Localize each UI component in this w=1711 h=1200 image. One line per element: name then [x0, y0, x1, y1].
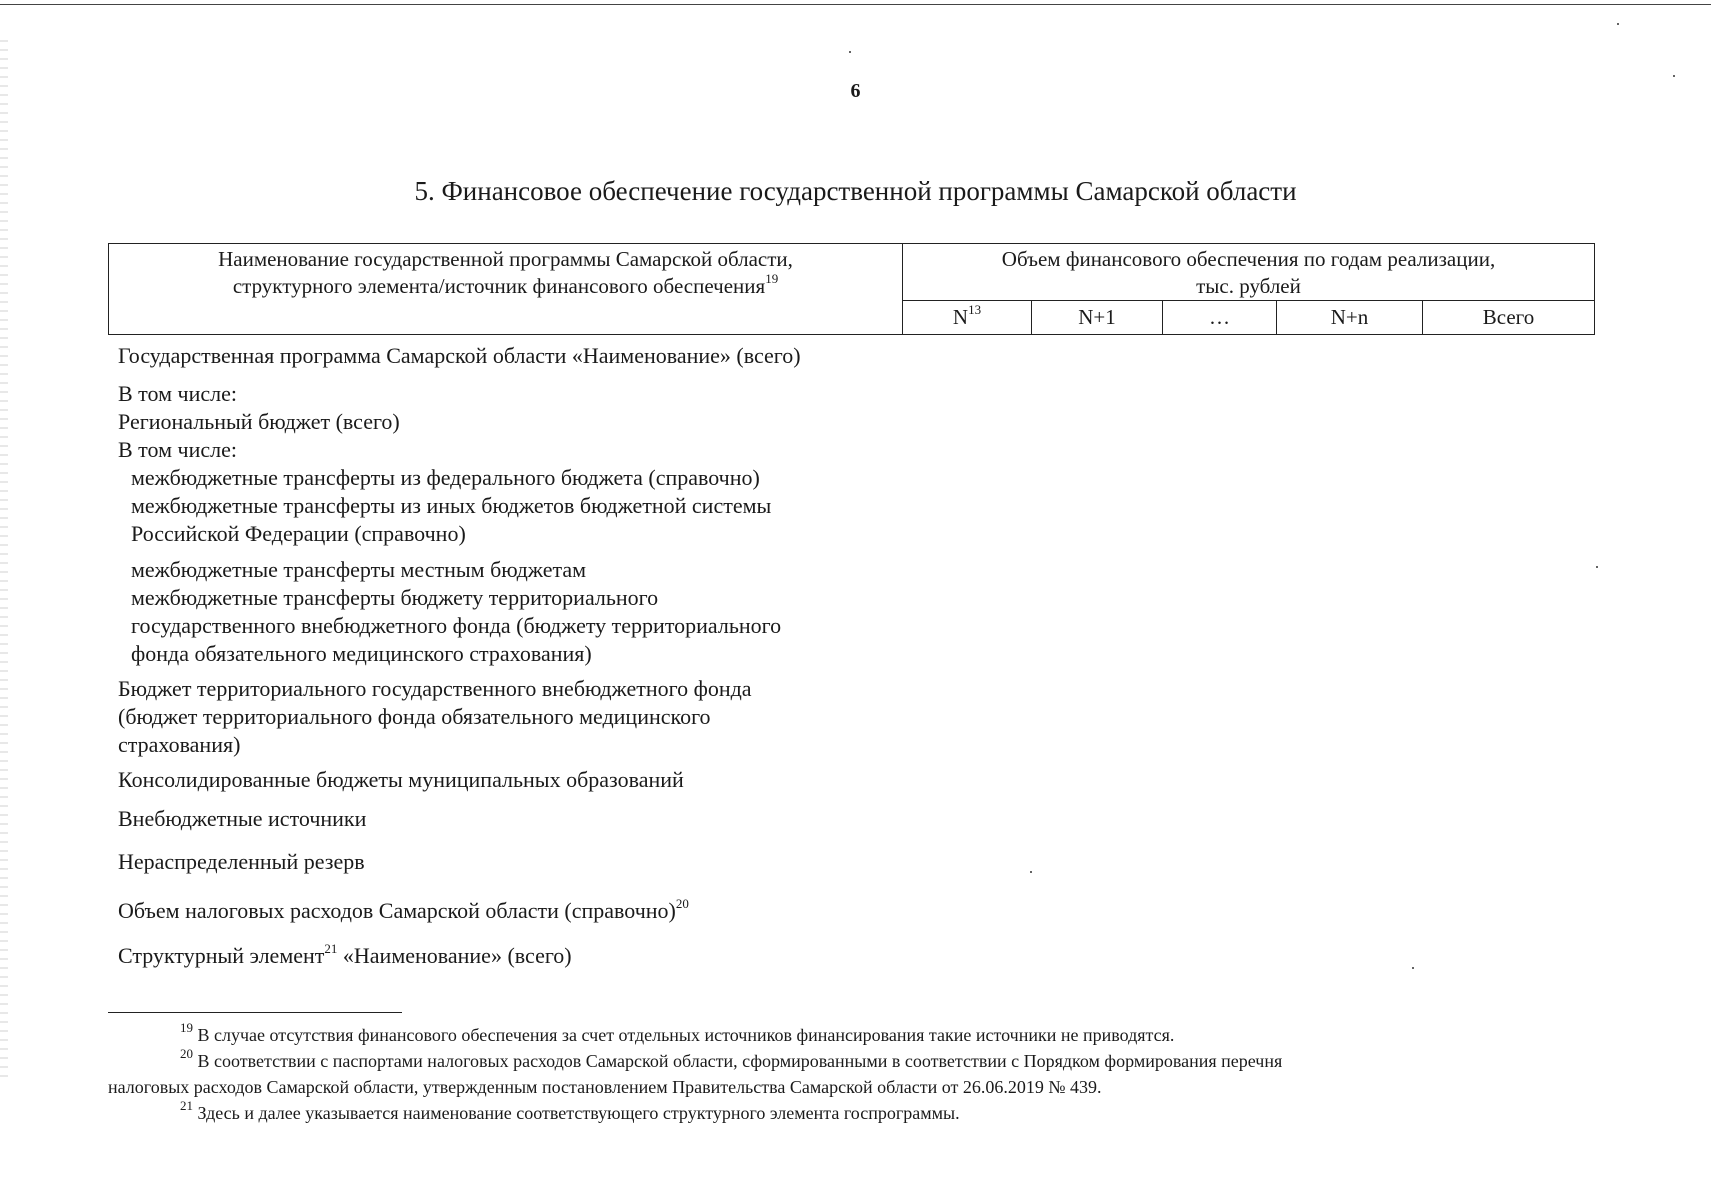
header-volume-line1: Объем финансового обеспечения по годам реализации,	[1001, 247, 1496, 271]
year-column-ellipsis: …	[1163, 301, 1277, 335]
row-including: В том числе:	[118, 437, 237, 462]
footnote-ref-19: 19	[765, 271, 779, 286]
row-fund-transfers-cont2: фонда обязательного медицинского страхования)	[131, 641, 592, 666]
footnote-20-cont: налоговых расходов Самарской области, утвержденным постановлением Правительства Самарской области от 26.06.2019 № 439.	[108, 1077, 1102, 1097]
footnote-ref-20: 20	[675, 895, 689, 911]
row-territorial-fund-cont: (бюджет территориального фонда обязательного медицинского	[118, 704, 711, 729]
footnote-19: $^{19}$ В случае отсутствия финансового обеспечения за счет отдельных источников финансирования такие источники не приводятся.	[180, 1020, 1175, 1045]
footnote-separator	[108, 1012, 402, 1013]
financing-table	[108, 243, 1595, 335]
header-volume-line2: тыс. рублей	[1196, 274, 1301, 298]
row-including: В том числе:	[118, 381, 237, 406]
scan-speck	[1596, 566, 1598, 568]
row-territorial-fund: Бюджет территориального государственного внебюджетного фонда	[118, 676, 752, 701]
section-title: 5. Финансовое обеспечение государственной программы Самарской области	[414, 176, 1297, 206]
table-header-row	[109, 244, 1595, 301]
header-volume-column	[903, 244, 1595, 301]
scan-speck	[1673, 75, 1675, 77]
footnote-ref-21: 21	[324, 940, 338, 956]
row-municipal-budgets: Консолидированные бюджеты муниципальных образований	[118, 767, 684, 792]
row-structural-element: Структурный элемент$^{21}$ «Наименование» (всего)	[118, 940, 572, 968]
scan-top-edge	[0, 4, 1711, 5]
row-program-total: Государственная программа Самарской области «Наименование» (всего)	[118, 343, 801, 368]
year-column-n: $N^{13}$	[903, 301, 1032, 335]
row-regional-budget: Региональный бюджет (всего)	[118, 409, 400, 434]
page-number: 6	[850, 80, 861, 102]
header-name-column	[109, 244, 903, 335]
row-reserve: Нераспределенный резерв	[118, 849, 365, 874]
scan-speck	[1030, 871, 1032, 873]
row-tax-expenditures: Объем налоговых расходов Самарской области (справочно)$^{20}$	[118, 895, 689, 923]
scan-speck	[1617, 23, 1619, 25]
year-column-total: Всего	[1423, 301, 1595, 335]
row-territorial-fund-cont2: страхования)	[118, 732, 241, 757]
scan-speck	[849, 51, 851, 53]
row-other-transfers: межбюджетные трансферты из иных бюджетов бюджетной системы	[131, 493, 772, 518]
row-other-transfers-cont: Российской Федерации (справочно)	[131, 521, 466, 546]
header-name-line1: Наименование государственной программы Самарской области,	[218, 247, 793, 271]
row-federal-transfers: межбюджетные трансферты из федерального бюджета (справочно)	[131, 465, 760, 490]
footnote-20: $^{20}$ В соответствии с паспортами налоговых расходов Самарской области, сформированными в соответствии с Порядком формирования перечня	[180, 1046, 1283, 1071]
row-fund-transfers: межбюджетные трансферты бюджету территориального	[131, 585, 659, 610]
row-local-transfers: межбюджетные трансферты местным бюджетам	[131, 557, 587, 582]
row-fund-transfers-cont: государственного внебюджетного фонда (бюджету территориального	[131, 613, 782, 638]
year-column-nn: N+n	[1277, 301, 1423, 335]
year-column-n1: N+1	[1032, 301, 1163, 335]
footnote-21: $^{21}$ Здесь и далее указывается наименование соответствующего структурного элемента госпрограммы.	[180, 1098, 960, 1123]
header-name-line2: структурного элемента/источник финансового обеспечения$^{19}$	[232, 271, 779, 298]
row-extrabudgetary: Внебюджетные источники	[118, 806, 367, 831]
scan-speck	[1412, 967, 1414, 969]
